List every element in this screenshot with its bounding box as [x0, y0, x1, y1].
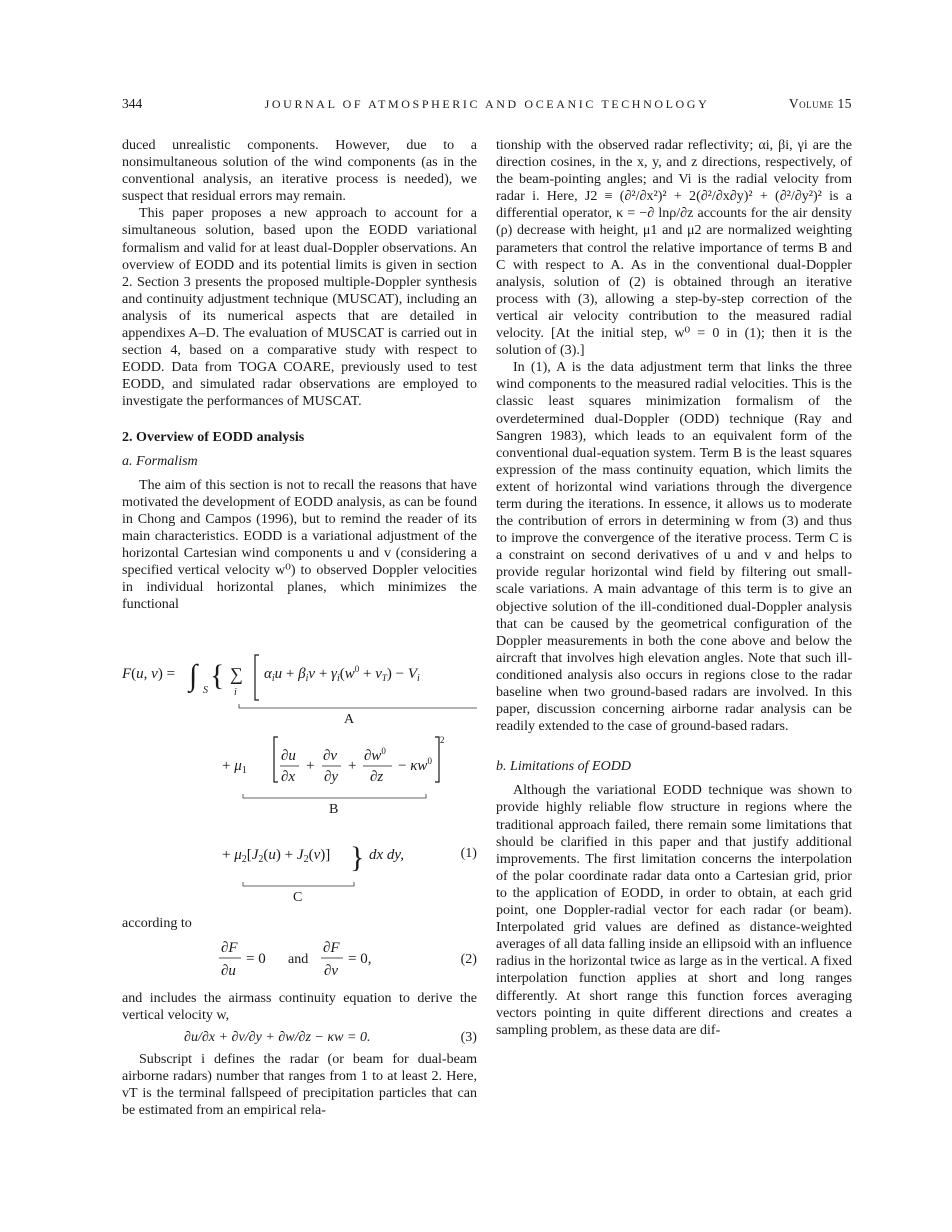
equation-1-graphic	[122, 645, 477, 905]
svg-text:= 0: = 0	[246, 951, 266, 967]
svg-text:S: S	[203, 685, 208, 696]
svg-text:∂F: ∂F	[323, 940, 340, 956]
paragraph: Although the variational EODD technique was shown to provide highly reliable flow structure in regions where the traditional approach failed, there remain some limitations that should be clarified in this paper and that justify additional improvements. The first limitation concerns the interpolation of the polar coordinate radar data onto a Cartesian grid, prior to the application of EODD, in order to obtain, at each grid point, one Doppler-radial vector for each radar (or beam). Interpolated grid values are defined as distance-weighted averages of all data falling inside an ellipsoid with an influence radius in the horizontal twice as large as in the vertical. A fixed interpolation function applies at short and long ranges differently. At short range this function forces averaging vectors pointing in quite different directions and creates a sampling problem, as these data are dif-	[496, 782, 852, 1038]
equation-number: (3)	[460, 1029, 477, 1046]
svg-text:F(u, v) =: F(u, v) =	[122, 666, 176, 682]
svg-text:∂u: ∂u	[221, 963, 236, 979]
svg-text:∂v: ∂v	[323, 748, 338, 764]
paragraph: duced unrealistic components. However, due to a nonsimultaneous solution of the wind components (as in the conventional analysis, an iterative process is needed), we suspect that residual errors may remain.	[122, 137, 477, 205]
page-number: 344	[122, 96, 143, 111]
svg-text:+: +	[306, 758, 315, 774]
subsection-heading: a. Formalism	[122, 452, 198, 469]
svg-text:{: {	[210, 659, 225, 692]
svg-text:}: }	[350, 841, 365, 874]
svg-text:∂F: ∂F	[221, 940, 238, 956]
svg-text:∂w0: $\partial w^0$	[364, 746, 386, 764]
term-b-label: B	[329, 802, 339, 817]
section-heading: 2. Overview of EODD analysis	[122, 428, 305, 445]
paragraph: tionship with the observed radar reflectivity; αi, βi, γi are the direction cosines, in the x, y, and z directions, respectively, of the beam-pointing angles; and Vi is the radial velocity from radar i. Here, J2 ≡ (∂²/∂x²)² + 2(∂²/∂x∂y)² + (∂²/∂y²)² is a differential operator, κ = −∂ lnρ/∂z accounts for the air density (ρ) decrease with height, μ1 and μ2 are normalized weighting parameters that control the relative importance of terms B and C with respect to A. As in the conventional dual-Doppler analysis, solution of (2) is obtained through an iterative process with (3), allowing a step-by-step correction of the vertical air velocity contribution to the measured radial velocity. [At the initial step, w⁰ = 0 in (1); then it is the solution of (3).]	[496, 137, 852, 359]
paragraph: The aim of this section is not to recall the reasons that have motivated the development of EODD analysis, as can be found in Chong and Campos (1996), but to remind the reader of its main characteristics. EODD is a variational adjustment of the horizontal Cartesian wind components u and v (considering a specified vertical velocity w⁰) to observed Doppler velocities in individual horizontal planes, which minimizes the functional	[122, 476, 477, 613]
svg-text:∂x: ∂x	[281, 769, 296, 785]
svg-text:− κw0: − $\kappa w^0$	[398, 756, 432, 774]
according-to-text: according to	[122, 915, 192, 931]
svg-text:∑: ∑	[230, 664, 243, 684]
subsection-heading: b. Limitations of EODD	[496, 758, 632, 775]
svg-text:∂v: ∂v	[324, 963, 339, 979]
volume-label: Volume 15	[788, 96, 852, 111]
term-a-label: A	[344, 712, 355, 727]
journal-title: JOURNAL OF ATMOSPHERIC AND OCEANIC TECHNOLOGY	[264, 97, 710, 111]
svg-text:∂z: ∂z	[370, 769, 384, 785]
equation-3-text: ∂u/∂x + ∂v/∂y + ∂w/∂z − κw = 0.	[184, 1029, 371, 1046]
equation-3	[122, 1024, 477, 1051]
term-c-label: C	[293, 890, 303, 905]
svg-text:+: +	[348, 758, 357, 774]
svg-text:i: i	[234, 687, 237, 698]
paragraph: Subscript i defines the radar (or beam for dual-beam airborne radars) number that ranges from 1 to at least 2. Here, vT is the terminal fallspeed of precipitation particles that can be estimated from an empirical rela-	[122, 1051, 477, 1119]
left-column-lower	[122, 990, 477, 1120]
equation-number: (2)	[460, 951, 477, 967]
svg-text:2: 2	[440, 735, 445, 745]
svg-text:= 0,: = 0,	[348, 951, 372, 967]
equation-number: (1)	[460, 845, 477, 861]
svg-text:+ μ1: + $\mu_1$	[222, 758, 247, 776]
eq2-and: and	[288, 951, 309, 967]
paragraph: and includes the airmass continuity equation to derive the vertical velocity w,	[122, 990, 477, 1024]
svg-text:∂y: ∂y	[324, 769, 339, 785]
equation-1	[122, 645, 477, 905]
right-column	[496, 137, 852, 1039]
equation-2-block	[122, 915, 477, 995]
paragraph: In (1), A is the data adjustment term that links the three wind components to the measured radial velocities. This is the classic least squares minimization formalism of the overdetermined dual-Doppler (ODD) technique (Ray and Sangren 1983), which leads to an equivalent form of the conventional dual-equation system. Term B is the least squares expression of the mass continuity equation, which limits the extent of horizontal wind variations through the divergence term during the iterations. In essence, it allows us to moderate the contribution of errors in determining w from (3) and thus to improve the convergence of the iterative process. Term C is a constraint on second derivatives of u and v and helps to provide regular horizontal wind field by filtering out small-scale variations. A main advantage of this term is to give an objective solution of the ill-conditioned dual-Doppler analysis that can be caused by the geometrical configuration of the Doppler measurements in both the cone above and below the aircraft that involves high elevation angles. Note that such ill-conditioned analysis also occurs in regions close to the radar baseline when two ground-based radars are involved. In this paper, discussion concerning airborne radar analysis can be readily extended to the case of ground-based radars.	[496, 359, 852, 735]
svg-text:αiu + βiv + γi(w0 + vT) − Vi: $\alpha_iu + \beta_iv + \gamma_i(w^0 + v_T) - V_i$	[264, 664, 420, 684]
running-header	[122, 96, 852, 116]
svg-text:dx dy,: dx dy,	[369, 847, 404, 863]
paragraph: This paper proposes a new approach to account for a simultaneous solution, based upon the EODD variational formalism and valid for at least dual-Doppler observations. An overview of EODD and its potential limits is given in section 2. Section 3 presents the proposed multiple-Doppler synthesis and continuity adjustment technique (MUSCAT), including an analysis of its numerical aspects that are detailed in appendixes A–D. The evaluation of MUSCAT is carried out in section 4, based on a comparative study with respect to EODD. Data from TOGA COARE, previously used to test EODD, and simulated radar observations are employed to investigate the performances of MUSCAT.	[122, 205, 477, 410]
svg-text:+ μ2[J2(u) + J2(v)]: + $\mu_2[J_2(u) + J_2(v)]$	[222, 847, 331, 865]
svg-text:∫: ∫	[189, 659, 198, 692]
svg-text:∂u: ∂u	[281, 748, 296, 764]
left-column	[122, 137, 477, 613]
